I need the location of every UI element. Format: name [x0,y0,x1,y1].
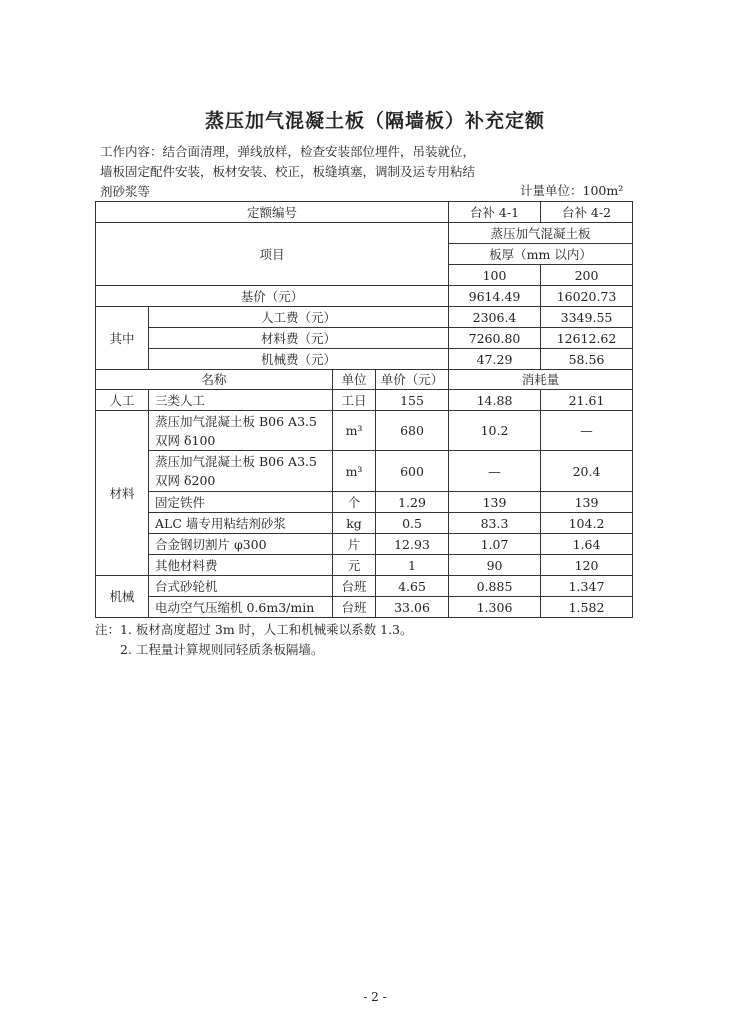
material-header: 蒸压加气混凝土板 [449,223,633,244]
row-price: 0.5 [376,513,449,534]
row-unit: kg [333,513,376,534]
row-value-2: — [541,411,633,451]
row-name: 蒸压加气混凝土板 B06 A3.5 双网 δ100 [149,411,333,451]
row-unit: 台班 [333,576,376,597]
row-value-2: 104.2 [541,513,633,534]
thickness-2: 200 [541,265,633,286]
base-price-label: 基价（元） [96,286,449,307]
machine-fee-1: 47.29 [449,349,541,370]
row-name: 三类人工 [149,390,333,411]
work-content: 工作内容：结合面清理，弹线放样，检查安装部位埋件，吊装就位，墙板固定配件安装，板材安装、校正，板缝填塞，调制及运专用粘结剂砂浆等 [100,144,476,199]
row-value-2: 1.64 [541,534,633,555]
row-value-2: 139 [541,492,633,513]
category-labor: 人工 [96,390,149,411]
row-value-2: 120 [541,555,633,576]
quota-table [95,201,633,618]
row-name: 其他材料费 [149,555,333,576]
page-number: - 2 - [363,990,387,1004]
row-value-1: 1.306 [449,597,541,618]
row-price: 1.29 [376,492,449,513]
quota-code-2: 台补 4-2 [541,202,633,223]
base-price-1: 9614.49 [449,286,541,307]
row-price: 680 [376,411,449,451]
row-value-1: — [449,451,541,492]
row-name: 固定铁件 [149,492,333,513]
header-name: 名称 [96,370,333,390]
material-fee-2: 12612.62 [541,328,633,349]
row-unit: 工日 [333,390,376,411]
row-price: 4.65 [376,576,449,597]
labor-fee-label: 人工费（元） [149,307,449,328]
machine-fee-label: 机械费（元） [149,349,449,370]
row-price: 600 [376,451,449,492]
labor-fee-2: 3349.55 [541,307,633,328]
row-name: 合金钢切割片 φ300 [149,534,333,555]
quota-code-label: 定额编号 [96,202,449,223]
category-machine: 机械 [96,576,149,618]
row-name: 蒸压加气混凝土板 B06 A3.5 双网 δ200 [149,451,333,492]
row-value-2: 1.582 [541,597,633,618]
row-value-1: 10.2 [449,411,541,451]
row-value-1: 1.07 [449,534,541,555]
note-2: 2. 工程量计算规则同轻质条板隔墙。 [120,642,324,657]
measurement-unit: 计量单位：100m² [520,183,624,198]
row-name: 电动空气压缩机 0.6m3/min [149,597,333,618]
item-label: 项目 [96,223,449,286]
quota-code-1: 台补 4-1 [449,202,541,223]
of-which-label: 其中 [96,307,149,370]
machine-fee-2: 58.56 [541,349,633,370]
note-1: 注：1. 板材高度超过 3m 时，人工和机械乘以系数 1.3。 [95,622,413,637]
row-value-1: 90 [449,555,541,576]
row-value-1: 83.3 [449,513,541,534]
thickness-header: 板厚（mm 以内） [449,244,633,265]
material-fee-1: 7260.80 [449,328,541,349]
notes [95,620,413,660]
row-unit: m³ [333,451,376,492]
row-unit: m³ [333,411,376,451]
labor-fee-1: 2306.4 [449,307,541,328]
row-unit: 个 [333,492,376,513]
row-price: 1 [376,555,449,576]
row-value-2: 21.61 [541,390,633,411]
row-unit: 片 [333,534,376,555]
row-unit: 元 [333,555,376,576]
header-unit: 单位 [333,370,376,390]
row-value-1: 0.885 [449,576,541,597]
header-price: 单价（元） [376,370,449,390]
document-title: 蒸压加气混凝土板（隔墙板）补充定额 [204,110,545,132]
header-consumption: 消耗量 [449,370,633,390]
row-value-1: 139 [449,492,541,513]
row-price: 155 [376,390,449,411]
category-material: 材料 [96,411,149,576]
thickness-1: 100 [449,265,541,286]
row-name: ALC 墙专用粘结剂砂浆 [149,513,333,534]
material-fee-label: 材料费（元） [149,328,449,349]
row-price: 12.93 [376,534,449,555]
row-unit: 台班 [333,597,376,618]
row-value-1: 14.88 [449,390,541,411]
row-value-2: 1.347 [541,576,633,597]
row-name: 台式砂轮机 [149,576,333,597]
row-price: 33.06 [376,597,449,618]
base-price-2: 16020.73 [541,286,633,307]
row-value-2: 20.4 [541,451,633,492]
